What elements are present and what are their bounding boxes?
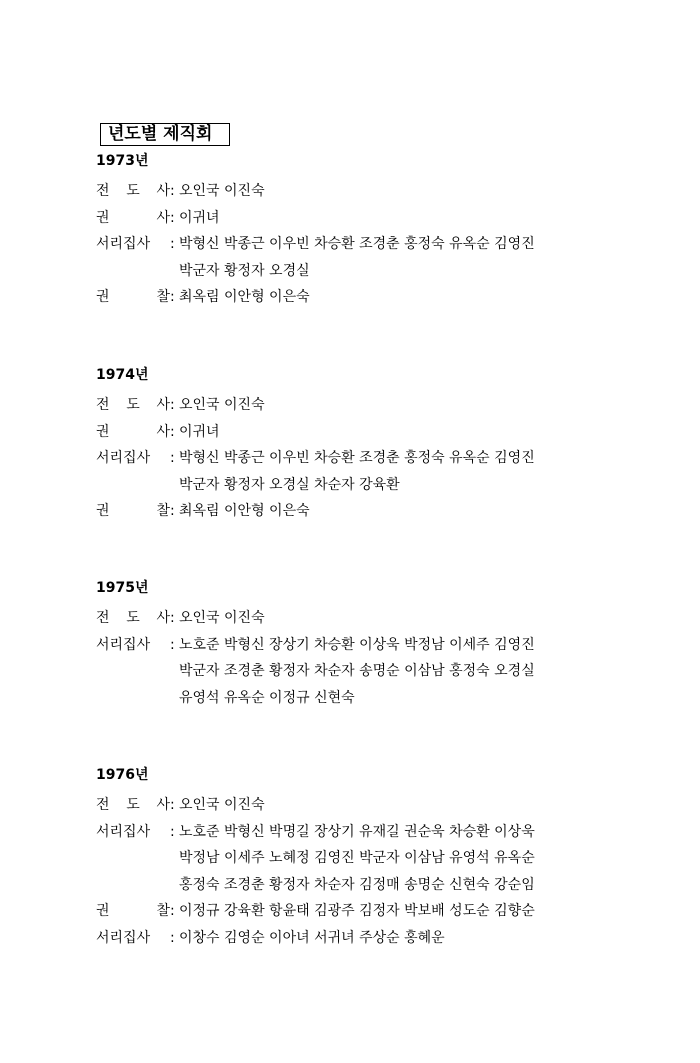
role-label: 권 찰 [96,903,170,920]
role-label: 서리집사 [96,636,151,653]
role-label: 권 사 [96,209,170,226]
colon-separator: : [170,397,175,413]
role-row [96,178,616,205]
role-row [96,205,616,232]
name-list: 노호준 박형신 장상기 차승환 이상욱 박정남 이세주 김영진 박군자 조경춘 황정자 차순자 송명순 이삼남 홍정숙 오경실 유영석 유옥순 이정규 신현숙 [179,636,535,706]
year-section-1973 [96,151,616,311]
name-list: 박형신 박종근 이우빈 차승환 조경춘 홍정숙 유옥순 김영진 박군자 황정자 오경실 [179,236,535,279]
role-row [96,284,616,311]
year-heading: 1974년 [96,367,149,383]
role-label: 권 사 [96,423,170,440]
colon-separator: : [170,423,175,440]
role-row [96,605,616,632]
role-label: 전 도 사 [96,797,170,813]
role-row [96,792,616,819]
role-row [96,392,616,419]
name-list: 최옥림 이안형 이은숙 [179,503,310,520]
role-label: 서리집사 [96,929,151,946]
year-section-1974 [96,365,616,525]
role-label: 서리집사 [96,823,151,840]
name-list: 이정규 강육환 항윤태 김광주 김정자 박보배 성도순 김향순 [179,903,535,920]
name-list: 최옥림 이안형 이은숙 [179,289,310,306]
role-label: 권 찰 [96,289,170,306]
role-row [96,498,616,525]
role-label: 서리집사 [96,236,151,253]
page-title: 년도별 제직회 [100,123,230,146]
role-label: 전 도 사 [96,183,170,199]
role-row [96,231,616,284]
name-list: 오인국 이진숙 [179,183,265,199]
colon-separator: : [170,183,175,199]
name-list: 노호준 박형신 박명길 장상기 유재길 권순욱 차승환 이상욱 박정남 이세주 노혜정 김영진 박군자 이삼남 유영석 유옥순 홍정숙 조경춘 황정자 차순자 김정매 송명순 신현숙 강순임 [179,823,535,893]
year-heading: 1976년 [96,767,149,783]
role-row [96,925,616,952]
colon-separator: : [170,236,175,253]
colon-separator: : [170,450,175,467]
colon-separator: : [170,209,175,226]
colon-separator: : [170,289,175,306]
colon-separator: : [170,903,175,920]
name-list: 이창수 김영순 이아녀 서귀녀 주상순 홍혜운 [179,929,445,946]
name-list: 박형신 박종근 이우빈 차승환 조경춘 홍정숙 유옥순 김영진 박군자 황정자 오경실 차순자 강육환 [179,450,535,493]
role-row [96,898,616,925]
role-row [96,445,616,498]
colon-separator: : [170,503,175,520]
role-row [96,819,616,899]
colon-separator: : [170,823,175,840]
year-heading: 1973년 [96,153,149,169]
name-list: 이귀녀 [179,423,220,440]
name-list: 오인국 이진숙 [179,397,265,413]
year-section-1976 [96,765,616,952]
colon-separator: : [170,929,175,946]
name-list: 오인국 이진숙 [179,610,265,626]
year-heading: 1975년 [96,580,149,596]
colon-separator: : [170,610,175,626]
name-list: 오인국 이진숙 [179,797,265,813]
year-section-1975 [96,578,616,711]
role-label: 전 도 사 [96,397,170,413]
colon-separator: : [170,636,175,653]
name-list: 이귀녀 [179,209,220,226]
colon-separator: : [170,797,175,813]
role-label: 전 도 사 [96,610,170,626]
role-label: 서리집사 [96,450,151,467]
role-row [96,419,616,446]
role-row [96,632,616,712]
role-label: 권 찰 [96,503,170,520]
